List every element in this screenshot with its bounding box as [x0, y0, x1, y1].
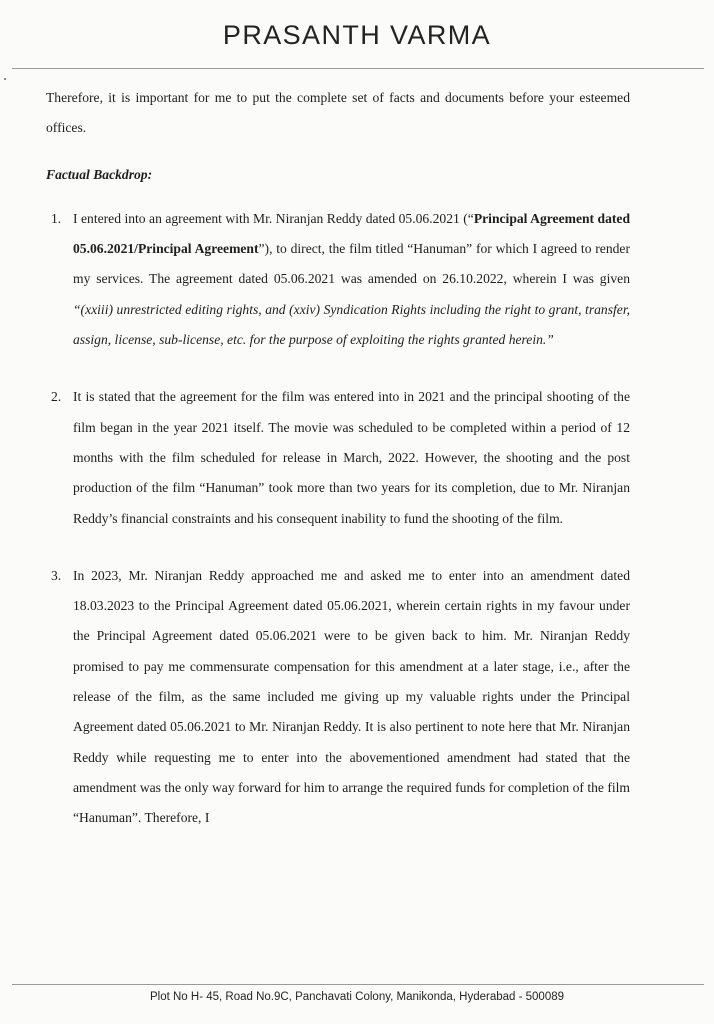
fact-2-text: It is stated that the agreement for the film was entered into in 2021 and the principal shooting of the film began in the year 2021 itself. The movie was scheduled to be completed within a period of 12 months with the film scheduled for release in March, 2022. However, the shooting and the post production of the film “Hanuman” took more than two years for its completion, due to Mr. Niranjan Reddy’s financial constraints and his consequent inability to fund the shooting of the film.	[73, 389, 630, 526]
footer-address: Plot No H- 45, Road No.9C, Panchavati Colony, Manikonda, Hyderabad - 500089	[149, 991, 565, 1003]
footer-divider	[12, 984, 704, 985]
fact-number-1: 1.	[51, 210, 62, 226]
intro-paragraph: Therefore, it is important for me to put the complete set of facts and documents before your esteemed offices.	[46, 90, 630, 136]
fact-1-text-start: I entered into an agreement with Mr. Niranjan Reddy dated 05.06.2021 (“	[73, 210, 474, 226]
letter-body	[46, 83, 630, 861]
header-divider	[12, 68, 704, 69]
fact-item-3	[46, 561, 630, 834]
fact-1-quoted-rights: “(xxiii) unrestricted editing rights, and (xxiv) Syndication Rights including the right to grant, transfer, assign, license, sub-license, etc. for the purpose of exploiting the rights granted herein.”	[73, 301, 630, 348]
fact-item-1	[46, 204, 630, 355]
fact-number-3: 3.	[51, 567, 62, 583]
fact-1-text-middle: ”), to direct, the film titled “Hanuman” for which I agreed to render my services. The agreement dated 05.06.2021 was amended on 26.10.2022, wherein I was given	[73, 241, 630, 287]
scan-edge-mark	[4, 78, 6, 80]
fact-3-text: In 2023, Mr. Niranjan Reddy approached me and asked me to enter into an amendment dated 18.03.2023 to the Principal Agreement dated 05.06.2021, wherein certain rights in my favour under the Principal Agreement dated 05.06.2021 were to be given back to him. Mr. Niranjan Reddy promised to pay me commensurate compensation for this amendment at a later stage, i.e., after the release of the film, as the same included me giving up my valuable rights under the Principal Agreement dated 05.06.2021 to Mr. Niranjan Reddy. It is also pertinent to note here that Mr. Niranjan Reddy while requesting me to enter into the abovementioned amendment had stated that the amendment was the only way forward for him to arrange the required funds for completion of the film “Hanuman”. Therefore, I	[73, 567, 630, 826]
facts-list	[46, 204, 630, 834]
fact-number-2: 2.	[51, 389, 62, 405]
letterhead-name: PRASANTH VARMA	[222, 20, 492, 50]
fact-1-defined-term: Principal Agreement dated 05.06.2021/Principal Agreement	[73, 210, 631, 257]
section-heading: Factual Backdrop:	[46, 166, 153, 182]
fact-item-2	[46, 382, 630, 533]
